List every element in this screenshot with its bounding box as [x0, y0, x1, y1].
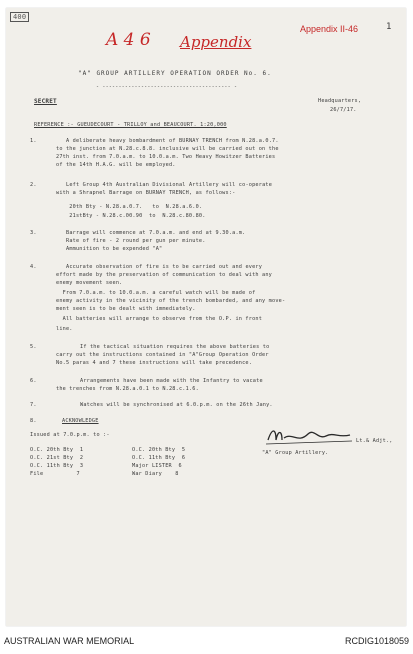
para-line: 20th Bty - N.28.a.0.7. to N.28.a.6.0.: [56, 204, 203, 210]
footer-bar: [0, 630, 413, 654]
distribution-entry: O.C. 20th Bty 5: [132, 447, 186, 453]
para-line: Watches will be synchronised at 6.0.p.m. on the 26th Jany.: [80, 402, 273, 408]
para-line: Barrage will commence at 7.0.a.m. and end at 9.30.a.m.: [66, 230, 246, 236]
para-number: 2.: [30, 182, 37, 188]
footer-source: AUSTRALIAN WAR MEMORIAL: [4, 636, 135, 646]
para-line: of the 14th H.A.G. will be employed.: [56, 162, 176, 168]
para-line: to the junction at N.28.c.8.8. inclusive will be carried out on the: [56, 146, 279, 152]
para-number: 7.: [30, 402, 37, 408]
para-line: 27th inst. from 7.0.a.m. to 10.0.a.m. Two Heavy Howitzer Batteries: [56, 154, 276, 160]
para-number: 3.: [30, 230, 37, 236]
para-line: effort made by the preservation of communication to deal with any: [56, 272, 273, 278]
para-line: Left Group 4th Australian Divisional Artillery will co-operate: [66, 182, 273, 188]
distribution-entry: War Diary 8: [132, 471, 179, 477]
para-line: 21stBty - N.28.c.00.90 to N.28.c.80.80.: [56, 213, 206, 219]
para-line: No.5 paras 4 and 7 these instructions will take precedence.: [56, 360, 253, 366]
para-line: Accurate observation of fire is to be carried out and every: [66, 264, 263, 270]
title-rule: - ---------------------------------------- -: [96, 84, 238, 90]
distribution-entry: O.C. 20th Bty 1: [30, 447, 84, 453]
handwritten-appendix: Appendix: [180, 33, 252, 51]
para-line: If the tactical situation requires the above batteries to: [80, 344, 270, 350]
appendix-number: 1: [386, 22, 392, 32]
secret-heading: SECRET: [34, 98, 57, 105]
adjutant-title: Lt.& Adjt.,: [356, 438, 393, 444]
para-line: line.: [56, 326, 73, 332]
appendix-label: Appendix II-46: [300, 24, 359, 34]
para-line: A deliberate heavy bombardment of BURNAY TRENCH from N.28.a.0.7.: [66, 138, 279, 144]
para-line: From 7.0.a.m. to 10.0.a.m. a careful watch will be made of: [56, 290, 256, 296]
para-line: enemy movement seen.: [56, 280, 123, 286]
distribution-entry: O.C. 11th Bty 6: [132, 455, 186, 461]
distribution-entry: O.C. 21st Bty 2: [30, 455, 84, 461]
para-line: ment seen is to be dealt with immediately.: [56, 306, 196, 312]
handwritten-reference: A 4 6: [106, 30, 151, 50]
issued-line: Issued at 7.0.p.m. to :-: [30, 432, 110, 438]
signature: [264, 426, 356, 448]
para-number: 1.: [30, 138, 37, 144]
distribution-entry: File 7: [30, 471, 80, 477]
group-name: "A" Group Artillery.: [262, 450, 329, 456]
headquarters: Headquarters,: [318, 98, 362, 104]
distribution-entry: O.C. 11th Bty 3: [30, 463, 84, 469]
para-number: 8.: [30, 418, 37, 424]
para-number: 6.: [30, 378, 37, 384]
para-line: All batteries will arrange to observe from the O.P. in front: [56, 316, 263, 322]
para-line: carry out the instructions contained in "A"Group Operation Order: [56, 352, 269, 358]
order-date: 26/7/17.: [330, 107, 357, 113]
page-stamp: 400: [10, 12, 29, 22]
para-line: Ammunition to be expended "A": [66, 246, 163, 252]
footer-id: RCDIG1018059: [344, 636, 409, 646]
order-title: "A" GROUP ARTILLERY OPERATION ORDER No. 6.: [78, 70, 272, 77]
para-line: with a Shrapnel Barrage on BURNAY TRENCH, as follows:-: [56, 190, 236, 196]
para-number: 5.: [30, 344, 37, 350]
para-line: enemy activity in the vicinity of the trench bombarded, and any move-: [56, 298, 286, 304]
para-line: Rate of fire - 2 round per gun per minute.: [66, 238, 206, 244]
para-number: 4.: [30, 264, 37, 270]
para-line: Arrangements have been made with the Infantry to vacate: [80, 378, 263, 384]
acknowledge: ACKNOWLEDGE: [62, 418, 99, 424]
distribution-entry: Major LISTER 6: [132, 463, 182, 469]
para-line: the trenches from N.28.a.0.1 to N.28.c.1.6.: [56, 386, 199, 392]
map-reference: REFERENCE :- GUEUDECOURT - TRILLOY and BEAUCOURT. 1:20,000: [34, 122, 227, 128]
